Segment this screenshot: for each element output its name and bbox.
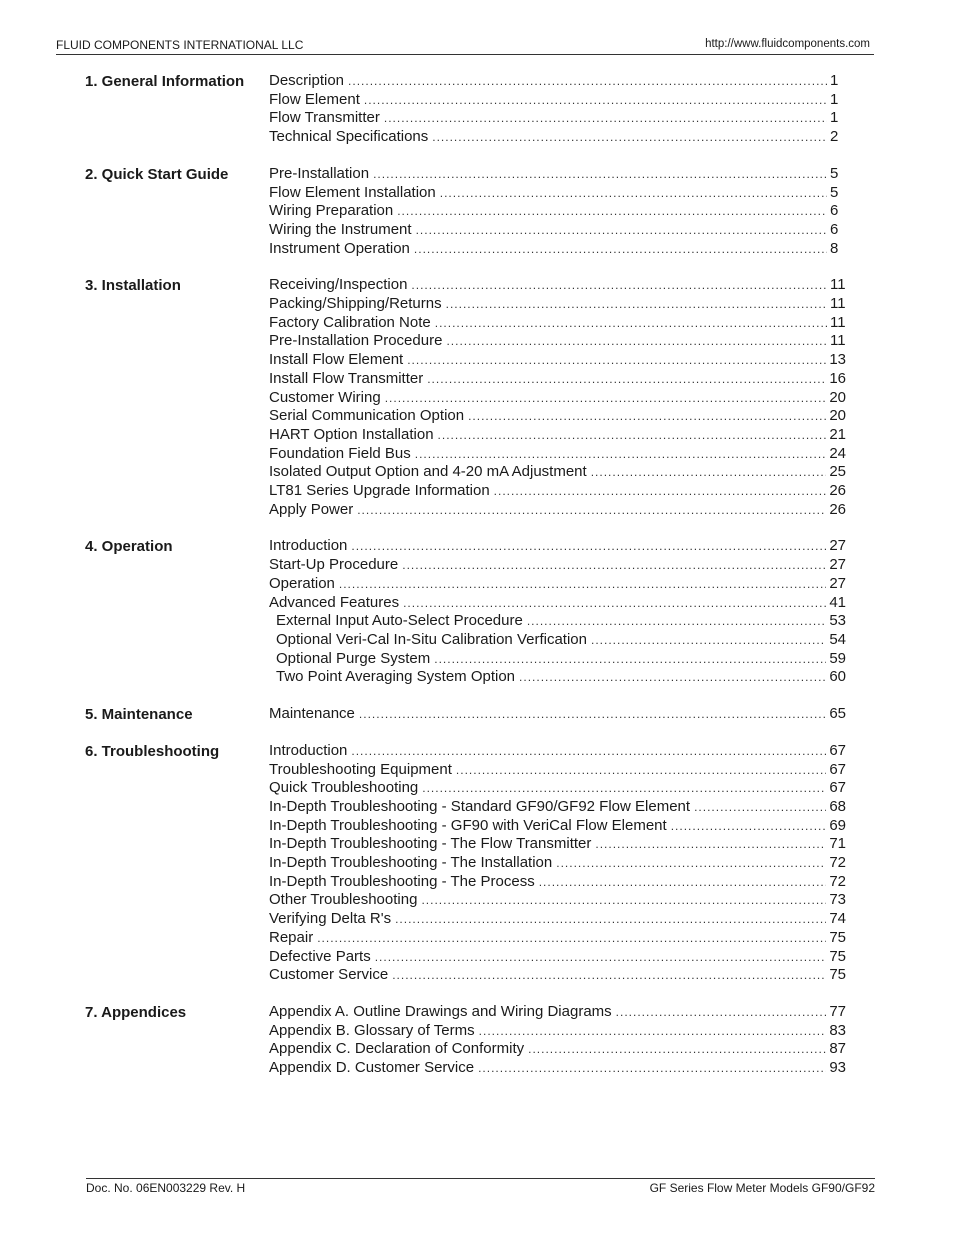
entry-page-number: 5	[830, 164, 839, 182]
entry-page-number: 11	[830, 313, 846, 331]
entry-label: Introduction	[269, 537, 348, 555]
toc-entry[interactable]	[269, 1022, 846, 1041]
toc-section	[85, 1003, 865, 1078]
entry-page-number: 72	[829, 854, 846, 872]
entry-label: Apply Power	[269, 500, 354, 518]
entry-page-number: 77	[829, 1002, 846, 1020]
entry-label: Optional Purge System	[276, 649, 431, 667]
section-title[interactable]: 7. Appendices	[85, 1003, 187, 1021]
section-entries	[269, 72, 846, 147]
entry-page-number: 26	[829, 482, 846, 500]
entry-page-number: 73	[829, 891, 846, 909]
dot-leader	[427, 370, 826, 389]
dot-leader	[351, 537, 826, 556]
dot-leader	[446, 295, 827, 314]
entry-label: Description	[269, 72, 345, 89]
entry-label: Customer Wiring	[269, 388, 381, 406]
entry-page-number: 26	[829, 500, 846, 518]
entry-label: In-Depth Troubleshooting - Standard GF90/GF92 Flow Element	[269, 797, 691, 815]
entry-label: Quick Troubleshooting	[269, 779, 419, 797]
entry-page-number: 68	[829, 797, 846, 815]
entry-label: Instrument Operation	[269, 239, 410, 257]
dot-leader	[392, 966, 826, 985]
dot-leader	[384, 109, 827, 128]
toc-entry[interactable]	[269, 482, 846, 501]
entry-page-number: 25	[829, 463, 846, 481]
dot-leader	[434, 650, 826, 669]
toc-section	[85, 537, 865, 687]
entry-page-number: 27	[829, 537, 846, 555]
entry-label: Flow Transmitter	[269, 109, 380, 127]
section-entries	[269, 165, 846, 259]
entry-page-number: 20	[829, 388, 846, 406]
dot-leader	[494, 482, 827, 501]
entry-page-number: 13	[829, 351, 846, 369]
toc-section	[85, 276, 865, 519]
entry-label: External Input Auto-Select Procedure	[276, 612, 523, 630]
entry-label: Appendix B. Glossary of Terms	[269, 1021, 475, 1039]
entry-label: Troubleshooting Equipment	[269, 760, 452, 778]
entry-page-number: 8	[830, 239, 839, 257]
entry-label: Optional Veri-Cal In-Situ Calibration Verfication	[276, 630, 587, 648]
toc-entry[interactable]	[269, 426, 846, 445]
entry-page-number: 59	[829, 649, 846, 667]
entry-label: Wiring the Instrument	[269, 220, 412, 238]
entry-label: Pre-Installation	[269, 164, 370, 182]
dot-leader	[357, 501, 826, 520]
toc-entry[interactable]	[269, 165, 846, 184]
dot-leader	[446, 332, 827, 351]
dot-leader	[616, 1003, 827, 1022]
document-number: Doc. No. 06EN003229 Rev. H	[86, 1181, 246, 1195]
toc-entry[interactable]	[269, 761, 846, 780]
dot-leader	[411, 276, 827, 295]
toc-entry[interactable]	[269, 817, 846, 836]
entry-label: Flow Element Installation	[269, 183, 436, 201]
entry-page-number: 6	[830, 220, 839, 238]
dot-leader	[397, 202, 827, 221]
entry-page-number: 1	[830, 109, 839, 127]
entry-label: Maintenance	[269, 705, 355, 723]
toc-entry[interactable]	[269, 537, 846, 556]
toc-entry[interactable]	[269, 221, 846, 240]
entry-page-number: 11	[830, 276, 846, 294]
dot-leader	[348, 72, 827, 91]
toc-entry[interactable]	[269, 929, 846, 948]
toc-entry[interactable]	[269, 445, 846, 464]
dot-leader	[421, 891, 826, 910]
toc-entry[interactable]	[269, 351, 846, 370]
toc-entry[interactable]	[269, 612, 846, 631]
section-title[interactable]: 3. Installation	[85, 277, 181, 295]
entry-label: Pre-Installation Procedure	[269, 332, 443, 350]
dot-leader	[432, 128, 827, 147]
entry-page-number: 93	[829, 1059, 846, 1077]
dot-leader	[527, 612, 827, 631]
entry-page-number: 11	[830, 295, 846, 313]
entry-page-number: 21	[829, 425, 846, 443]
dot-leader	[468, 407, 826, 426]
entry-page-number: 75	[829, 947, 846, 965]
entry-label: Install Flow Element	[269, 351, 404, 369]
dot-leader	[478, 1059, 826, 1078]
section-entries	[269, 742, 846, 985]
dot-leader	[359, 705, 826, 724]
entry-page-number: 87	[829, 1040, 846, 1058]
entry-page-number: 75	[829, 928, 846, 946]
dot-leader	[519, 668, 826, 687]
entry-label: Operation	[269, 574, 335, 592]
entry-label: In-Depth Troubleshooting - The Installation	[269, 854, 553, 872]
toc-entry[interactable]	[269, 966, 846, 985]
toc-entry[interactable]	[269, 240, 846, 259]
entry-label: Repair	[269, 928, 314, 946]
dot-leader	[407, 351, 826, 370]
dot-leader	[435, 314, 827, 333]
section-title[interactable]: 4. Operation	[85, 538, 173, 556]
entry-label: Other Troubleshooting	[269, 891, 418, 909]
toc-entry[interactable]	[269, 407, 846, 426]
entry-label: Receiving/Inspection	[269, 276, 408, 294]
toc-entry[interactable]	[269, 556, 846, 575]
toc-entry[interactable]	[269, 1059, 846, 1078]
toc-entry[interactable]	[269, 742, 846, 761]
entry-page-number: 1	[830, 72, 839, 89]
toc-entry[interactable]	[269, 854, 846, 873]
toc-entry[interactable]	[269, 370, 846, 389]
dot-leader	[375, 948, 827, 967]
toc-entry[interactable]	[269, 1003, 846, 1022]
entry-label: Appendix C. Declaration of Conformity	[269, 1040, 525, 1058]
entry-label: Flow Element	[269, 90, 360, 108]
toc-section	[85, 72, 865, 147]
entry-page-number: 67	[829, 760, 846, 778]
toc-entry[interactable]	[269, 314, 846, 333]
section-entries	[269, 276, 846, 519]
toc-entry[interactable]	[269, 668, 846, 687]
dot-leader	[364, 91, 827, 110]
entry-page-number: 2	[830, 128, 839, 146]
entry-page-number: 75	[829, 966, 846, 984]
page-header	[56, 38, 874, 55]
toc-entry[interactable]	[269, 91, 846, 110]
entry-label: Two Point Averaging System Option	[276, 668, 516, 686]
section-title[interactable]: 6. Troubleshooting	[85, 742, 220, 760]
entry-label: Appendix A. Outline Drawings and Wiring Diagrams	[269, 1002, 612, 1020]
dot-leader	[395, 910, 826, 929]
dot-leader	[402, 556, 826, 575]
toc-entry[interactable]	[269, 109, 846, 128]
dot-leader	[438, 426, 827, 445]
entry-page-number: 83	[829, 1021, 846, 1039]
toc-entry[interactable]	[269, 295, 846, 314]
entry-label: In-Depth Troubleshooting - GF90 with VeriCal Flow Element	[269, 816, 667, 834]
table-of-contents	[85, 72, 865, 1096]
entry-label: Verifying Delta R's	[269, 910, 392, 928]
entry-label: Appendix D. Customer Service	[269, 1059, 475, 1077]
dot-leader	[422, 779, 826, 798]
dot-leader	[373, 165, 827, 184]
toc-entry[interactable]	[269, 835, 846, 854]
entry-page-number: 20	[829, 407, 846, 425]
toc-entry[interactable]	[269, 575, 846, 594]
entry-label: Foundation Field Bus	[269, 444, 411, 462]
entry-page-number: 16	[829, 369, 846, 387]
entry-page-number: 54	[829, 630, 846, 648]
entry-label: Technical Specifications	[269, 128, 429, 146]
entry-page-number: 27	[829, 574, 846, 592]
dot-leader	[591, 631, 826, 650]
entry-label: LT81 Series Upgrade Information	[269, 482, 490, 500]
entry-label: In-Depth Troubleshooting - The Flow Transmitter	[269, 835, 592, 853]
toc-entry[interactable]	[269, 202, 846, 221]
entry-page-number: 27	[829, 556, 846, 574]
dot-leader	[528, 1040, 826, 1059]
entry-page-number: 67	[829, 741, 846, 759]
dot-leader	[556, 854, 826, 873]
entry-label: Advanced Features	[269, 593, 400, 611]
dot-leader	[416, 221, 827, 240]
entry-label: In-Depth Troubleshooting - The Process	[269, 872, 535, 890]
product-name: GF Series Flow Meter Models GF90/GF92	[649, 1181, 875, 1195]
page-footer	[86, 1178, 875, 1195]
toc-entry[interactable]	[269, 332, 846, 351]
toc-entry[interactable]	[269, 798, 846, 817]
toc-section	[85, 742, 865, 985]
entry-label: Factory Calibration Note	[269, 313, 431, 331]
dot-leader	[595, 835, 826, 854]
toc-entry[interactable]	[269, 463, 846, 482]
dot-leader	[671, 817, 827, 836]
dot-leader	[317, 929, 826, 948]
toc-entry[interactable]	[269, 779, 846, 798]
entry-page-number: 71	[829, 835, 846, 853]
entry-page-number: 74	[829, 910, 846, 928]
entry-page-number: 69	[829, 816, 846, 834]
entry-label: Install Flow Transmitter	[269, 369, 424, 387]
entry-page-number: 65	[829, 705, 846, 723]
section-title[interactable]: 5. Maintenance	[85, 706, 193, 724]
entry-label: HART Option Installation	[269, 425, 434, 443]
entry-page-number: 41	[829, 593, 846, 611]
entry-label: Isolated Output Option and 4-20 mA Adjustment	[269, 463, 587, 481]
entry-page-number: 11	[830, 332, 846, 350]
toc-entry[interactable]	[269, 389, 846, 408]
dot-leader	[385, 389, 827, 408]
dot-leader	[456, 761, 826, 780]
entry-page-number: 67	[829, 779, 846, 797]
entry-page-number: 6	[830, 202, 839, 220]
toc-entry[interactable]	[269, 184, 846, 203]
section-title[interactable]: 2. Quick Start Guide	[85, 165, 229, 183]
dot-leader	[539, 873, 827, 892]
entry-label: Packing/Shipping/Returns	[269, 295, 442, 313]
dot-leader	[339, 575, 826, 594]
toc-entry[interactable]	[269, 650, 846, 669]
dot-leader	[415, 445, 827, 464]
dot-leader	[479, 1022, 827, 1041]
toc-entry[interactable]	[269, 873, 846, 892]
section-entries	[269, 537, 846, 687]
company-url[interactable]: http://www.fluidcomponents.com	[705, 38, 870, 50]
toc-entry[interactable]	[269, 1040, 846, 1059]
entry-label: Defective Parts	[269, 947, 371, 965]
dot-leader	[403, 594, 826, 613]
toc-entry[interactable]	[269, 631, 846, 650]
entry-label: Introduction	[269, 741, 348, 759]
toc-section	[85, 165, 865, 259]
company-name: FLUID COMPONENTS INTERNATIONAL LLC	[56, 38, 304, 52]
toc-entry[interactable]	[269, 276, 846, 295]
dot-leader	[694, 798, 826, 817]
entry-label: Serial Communication Option	[269, 407, 465, 425]
toc-entry[interactable]	[269, 501, 846, 520]
entry-page-number: 24	[829, 444, 846, 462]
toc-entry[interactable]	[269, 910, 846, 929]
toc-entry[interactable]	[269, 948, 846, 967]
entry-page-number: 72	[829, 872, 846, 890]
toc-entry[interactable]	[269, 705, 846, 724]
entry-page-number: 5	[830, 183, 839, 201]
toc-entry[interactable]	[269, 72, 846, 91]
entry-label: Start-Up Procedure	[269, 556, 399, 574]
toc-entry[interactable]	[269, 128, 846, 147]
entry-page-number: 60	[829, 668, 846, 686]
toc-entry[interactable]	[269, 891, 846, 910]
entry-label: Customer Service	[269, 966, 389, 984]
dot-leader	[440, 184, 827, 203]
dot-leader	[414, 240, 827, 259]
section-entries	[269, 1003, 846, 1078]
section-title[interactable]: 1. General Information	[85, 73, 245, 90]
entry-page-number: 1	[830, 90, 839, 108]
entry-page-number: 53	[829, 612, 846, 630]
toc-section	[85, 705, 865, 724]
toc-entry[interactable]	[269, 594, 846, 613]
dot-leader	[351, 742, 826, 761]
entry-label: Wiring Preparation	[269, 202, 394, 220]
dot-leader	[591, 463, 827, 482]
section-entries	[269, 705, 846, 724]
